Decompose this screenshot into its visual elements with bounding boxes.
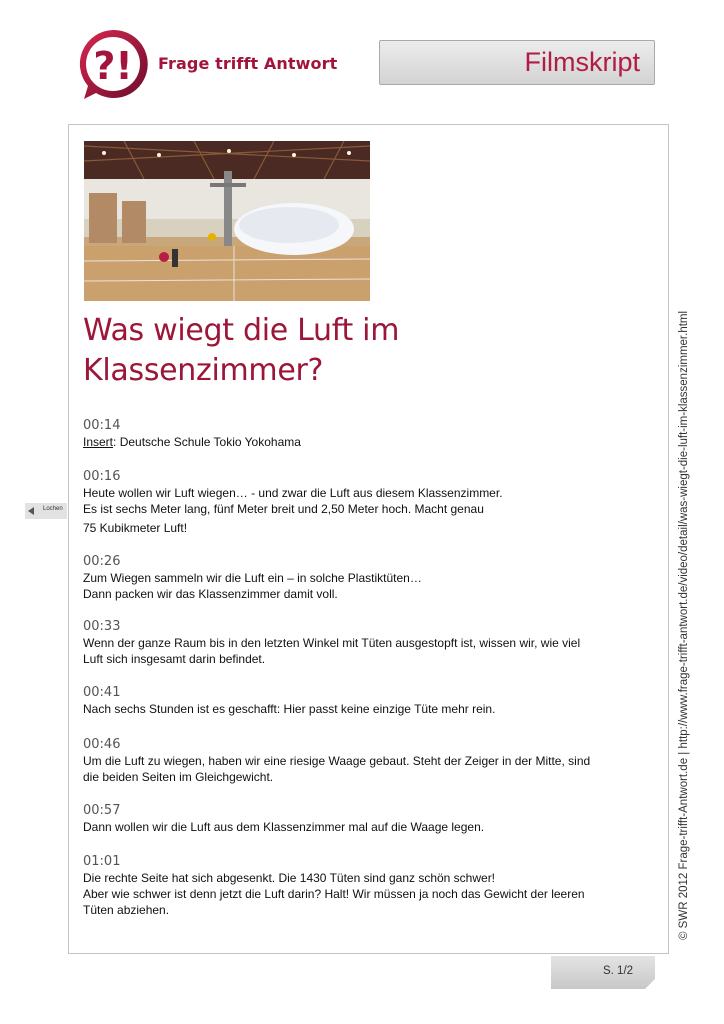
logo-text: Frage trifft Antwort — [158, 54, 338, 73]
script-line: die beiden Seiten im Gleichgewicht. — [83, 770, 274, 784]
title-line-2: Klassenzimmer? — [83, 353, 324, 388]
script-line: Luft sich insgesamt darin befindet. — [83, 652, 266, 666]
hole-punch-label: Lochen — [43, 506, 63, 512]
insert-label: Insert — [83, 435, 114, 449]
page-title — [83, 311, 603, 391]
script-entry — [83, 417, 643, 450]
script-entry — [83, 468, 643, 536]
script-line: 75 Kubikmeter Luft! — [83, 521, 188, 535]
script-line: Nach sechs Stunden ist es geschafft: Hier passt keine einzige Tüte mehr rein. — [83, 702, 496, 716]
script-line: Es ist sechs Meter lang, fünf Meter breit und 2,50 Meter hoch. Macht genau — [83, 502, 484, 516]
title-line-1: Was wiegt die Luft im — [83, 313, 400, 348]
logo-glyph: ?! — [93, 44, 133, 88]
script-entry — [83, 618, 643, 667]
source-note: © SWR 2012 Frage-trifft-Antwort.de | http://www.frage-trifft-antwort.de/video/detail/was-wiegt-die-luft-im-klassenzimmer.html — [678, 310, 690, 940]
hole-punch-marker — [25, 503, 67, 519]
script-line: Tüten abziehen. — [83, 903, 170, 917]
script-line: Wenn der ganze Raum bis in den letzten Winkel mit Tüten ausgestopft ist, wissen wir, wie viel — [83, 636, 581, 650]
script-entry — [83, 736, 643, 785]
script-line — [83, 434, 643, 450]
script-line: Die rechte Seite hat sich abgesenkt. Die 1430 Tüten sind ganz schön schwer! — [83, 871, 496, 885]
script-line: Heute wollen wir Luft wiegen… - und zwar die Luft aus diesem Klassenzimmer. — [83, 486, 503, 500]
page-fold-corner — [645, 979, 655, 989]
timecode: 01:01 — [83, 854, 121, 869]
script-line: Aber wie schwer ist denn jetzt die Luft darin? Halt! Wir müssen ja noch das Gewicht der leeren — [83, 887, 585, 901]
script-entry — [83, 553, 643, 602]
timecode: 00:41 — [83, 685, 121, 700]
logo-mark-icon — [76, 27, 150, 101]
timecode: 00:33 — [83, 619, 121, 634]
script-entry — [83, 684, 643, 717]
timecode: 00:16 — [83, 469, 121, 484]
timecode: 00:14 — [83, 418, 121, 433]
script-entry — [83, 853, 643, 918]
page-indicator — [551, 956, 655, 989]
insert-text: Deutsche Schule Tokio Yokohama — [119, 435, 301, 449]
script-line: Dann wollen wir die Luft aus dem Klassenzimmer mal auf die Waage legen. — [83, 820, 485, 834]
script-entry — [83, 802, 643, 835]
timecode: 00:26 — [83, 554, 121, 569]
doc-type-badge — [379, 40, 655, 85]
page-number: S. 1/2 — [603, 965, 634, 977]
insert-separator: : — [113, 435, 120, 449]
timecode: 00:57 — [83, 803, 121, 818]
gym-photo — [84, 141, 370, 301]
arrow-left-icon — [28, 507, 34, 515]
script-line: Zum Wiegen sammeln wir die Luft ein – in solche Plastiktüten… — [83, 571, 422, 585]
logo — [76, 27, 336, 103]
script-line: Um die Luft zu wiegen, haben wir eine riesige Waage gebaut. Steht der Zeiger in der Mitte, sind — [83, 754, 591, 768]
script-line: Dann packen wir das Klassenzimmer damit voll. — [83, 587, 338, 601]
doc-type-label: Filmskript — [524, 47, 640, 77]
timecode: 00:46 — [83, 737, 121, 752]
